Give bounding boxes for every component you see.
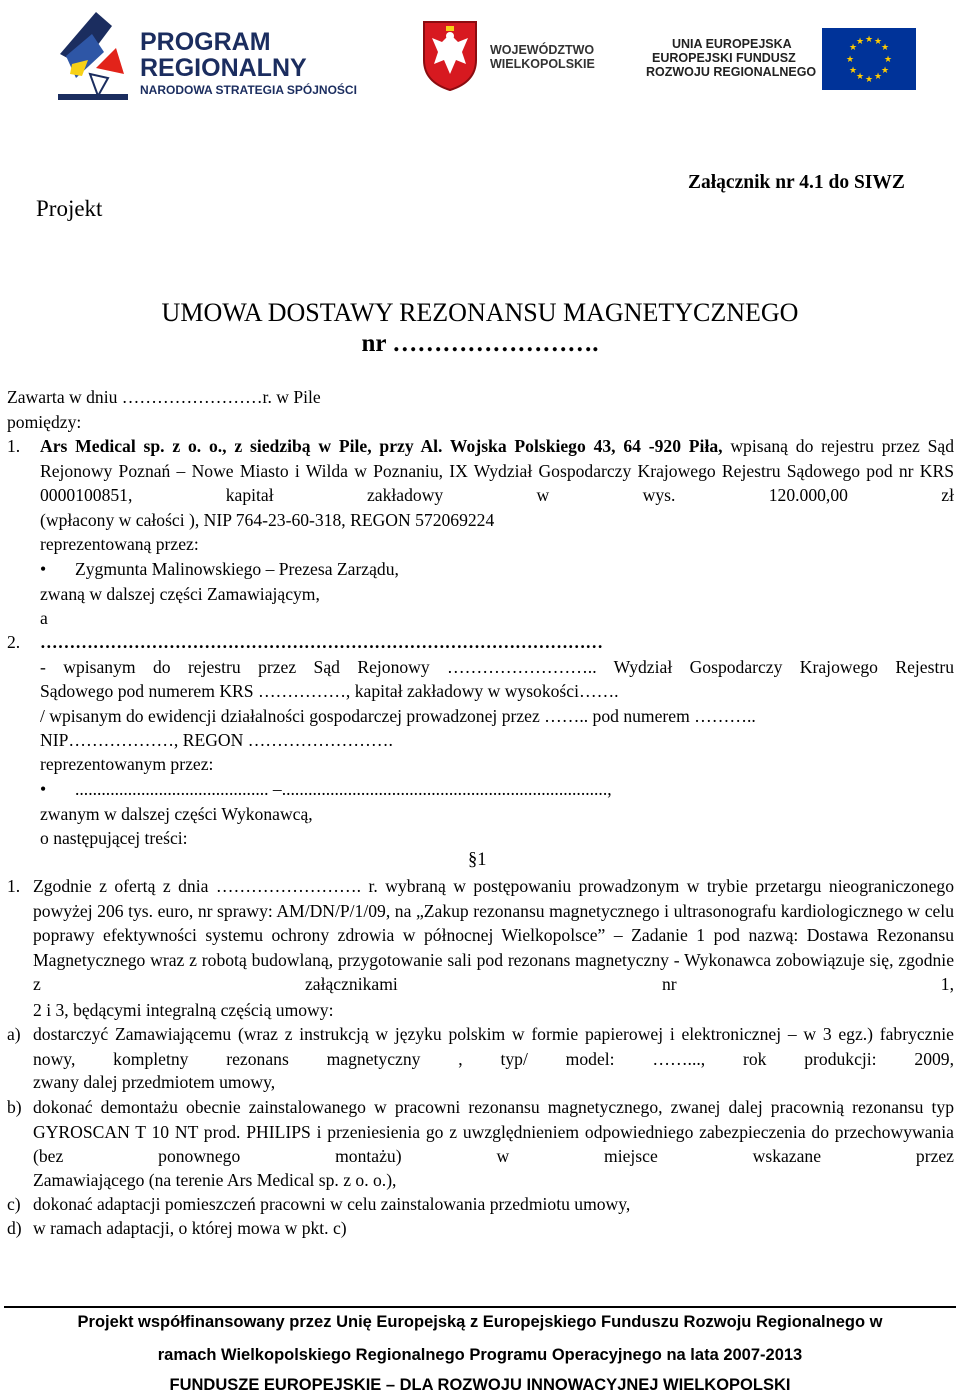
footer-line1: Projekt współfinansowany przez Unię Europejską z Europejskiego Funduszu Rozwoju Regionalnego w: [77, 1313, 883, 1331]
logo-ue-line1: UNIA EUROPEJSKA: [672, 37, 792, 51]
section1-point-number: 1.: [7, 876, 21, 896]
item-label: c): [7, 1194, 21, 1214]
wojewodztwo-wielkopolskie-logo: [420, 20, 600, 92]
document-title: UMOWA DOSTAWY REZONANSU MAGNETYCZNEGO: [161, 298, 799, 327]
party2-zwany: zwanym w dalszej części Wykonawcą,: [40, 804, 313, 824]
svg-text:★: ★: [873, 72, 883, 82]
logo-program-line3: NARODOWA STRATEGIA SPÓJNOŚCI: [140, 83, 357, 97]
logo-woj-line2: WIELKOPOLSKIE: [490, 57, 595, 71]
item-text: dostarczyć Zamawiającemu (wraz z instrukcją w języku polskim w formie papierowej i elektronicznej – w 3 egz.) fabrycznie nowy, kompletny rezonans magnetyczny , typ/ model: ……..., rok produkcji: 2009,: [33, 1024, 954, 1069]
party1-zwana: zwaną w dalszej części Zamawiającym,: [40, 584, 320, 604]
party1-number: 1.: [7, 436, 21, 456]
party1-repr: reprezentowaną przez:: [40, 534, 199, 554]
unia-europejska-logo: [644, 28, 920, 92]
svg-text:★: ★: [880, 43, 890, 53]
svg-text:★: ★: [864, 75, 874, 85]
section1-point-last-line: 2 i 3, będącymi integralną częścią umowy:: [33, 1000, 334, 1020]
item-last-line: zwany dalej przedmiotem umowy,: [33, 1072, 276, 1092]
footer-divider: [4, 1306, 956, 1308]
party2-repr: reprezentowanym przez:: [40, 754, 214, 774]
party1-nip-regon: (wpłacony w całości ), NIP 764-23-60-318, REGON 572069224: [40, 510, 495, 530]
svg-text:★: ★: [848, 43, 858, 53]
zawarta-line: Zawarta w dniu ……………………r. w Pile: [7, 387, 321, 407]
document-number: nr …………………….: [361, 330, 599, 357]
logo-program-line1: PROGRAM: [140, 28, 271, 56]
party2-number: 2.: [7, 632, 21, 652]
party1-paragraph: [40, 434, 954, 508]
section1-point-text: Zgodnie z ofertą z dnia ……………………. r. wybraną w postępowaniu prowadzonym w trybie przetargu nieograniczonego powyżej 206 tys. euro, nr sprawy: AM/DN/P/1/09, na „Zakup rezonansu magnetycznego i ultrasonografu kardiologicznego w celu poprawy efektywności systemu ochrony zdrowia w północnej Wielkopolsce” – Zadanie 1 pod nazwą: Dostawa Rezonansu Magnetycznego wraz z robotą budowlaną, przygotowanie sali pod rezonans magnetyczny - Wykonawca zobowiązuje się, zgodnie z załącznikami nr 1,: [33, 876, 954, 994]
item-label: d): [7, 1218, 22, 1238]
logo-ue-line3: ROZWOJU REGIONALNEGO: [646, 65, 817, 79]
section-marker: §1: [468, 850, 487, 870]
nastepujacej-tresci: o następującej treści:: [40, 828, 188, 848]
item-last-line: Zamawiającego (na terenie Ars Medical sp. z o. o.),: [33, 1170, 397, 1190]
party2-name-placeholder: ……………………………………………………………………………………: [40, 632, 603, 652]
party1-name: Ars Medical sp. z o. o., z siedzibą w Pile, przy Al. Wojska Polskiego 43, 64 -920 Piła,: [40, 436, 723, 456]
item-last-line: dokonać adaptacji pomieszczeń pracowni w celu zainstalowania przedmiotu umowy,: [33, 1194, 631, 1214]
logo-woj-line1: WOJEWÓDZTWO: [490, 43, 595, 57]
item-label: b): [7, 1097, 22, 1117]
svg-text:★: ★: [855, 72, 865, 82]
party1-representative: Zygmunta Malinowskiego – Prezesa Zarządu,: [75, 559, 399, 579]
zalacznik-label: Załącznik nr 4.1 do SIWZ: [688, 172, 905, 193]
svg-text:★: ★: [855, 37, 865, 47]
conjunction-a: a: [40, 608, 48, 628]
bullet-icon: •: [40, 559, 47, 579]
party2-ewidencja-line: / wpisanym do ewidencji działalności gospodarczej prowadzonej przez …….. pod numerem ………..: [40, 706, 756, 726]
svg-text:★: ★: [873, 37, 883, 47]
program-regionalny-logo: [52, 4, 372, 104]
program-regionalny-emblem-icon: [52, 4, 132, 104]
party2-krs-line2: Sądowego pod numerem KRS ……………, kapitał zakładowy w wysokości…….: [40, 681, 619, 701]
party1-details: wpisaną do rejestru przez Sąd Rejonowy Poznań – Nowe Miasto i Wilda w Poznaniu, IX Wydział Gospodarczy Krajowego Rejestru Sądowego pod nr KRS 0000100851, kapitał zakładowy w wys. 120.000,00 zł: [40, 436, 954, 505]
party2-krs-line: - wpisanym do rejestru przez Sąd Rejonowy …………………….. Wydział Gospodarczy Krajowego Rejestru: [40, 657, 954, 677]
projekt-label: Projekt: [36, 196, 103, 221]
svg-text:★: ★: [848, 66, 858, 76]
item-last-line: w ramach adaptacji, o której mowa w pkt. c): [33, 1218, 347, 1238]
footer-line3: FUNDUSZE EUROPEJSKIE – DLA ROZWOJU INNOWACYJNEJ WIELKOPOLSKI: [169, 1376, 791, 1394]
svg-text:★: ★: [845, 55, 855, 65]
logo-ue-line2: EUROPEJSKI FUNDUSZ: [652, 51, 796, 65]
item-text: dokonać demontażu obecnie zainstalowanego w pracowni rezonansu magnetycznego, zwanej dalej pracownią rezonansu typ GYROSCAN T 10 NT prod. PHILIPS i przeniesienia go z uwzględnieniem odpowiedniego zabezpieczenia do przechowywania (bez ponownego montażu) w miejsce wskazane przez: [33, 1097, 954, 1166]
item-label: a): [7, 1024, 21, 1044]
eagle-herb-icon: [420, 20, 480, 92]
bullet-icon: •: [40, 779, 47, 799]
pomiedzy-line: pomiędzy:: [7, 412, 82, 432]
footer-line2: ramach Wielkopolskiego Regionalnego Programu Operacyjnego na lata 2007-2013: [157, 1346, 803, 1364]
svg-text:★: ★: [883, 55, 893, 65]
svg-text:★: ★: [864, 35, 874, 45]
logo-program-line2: REGIONALNY: [140, 54, 307, 82]
svg-text:★: ★: [880, 66, 890, 76]
party2-nip-regon: NIP………………, REGON …………………….: [40, 730, 393, 750]
party2-representative: ............................................ –..........................................................................,: [75, 779, 612, 799]
eu-flag-icon: [822, 28, 916, 90]
